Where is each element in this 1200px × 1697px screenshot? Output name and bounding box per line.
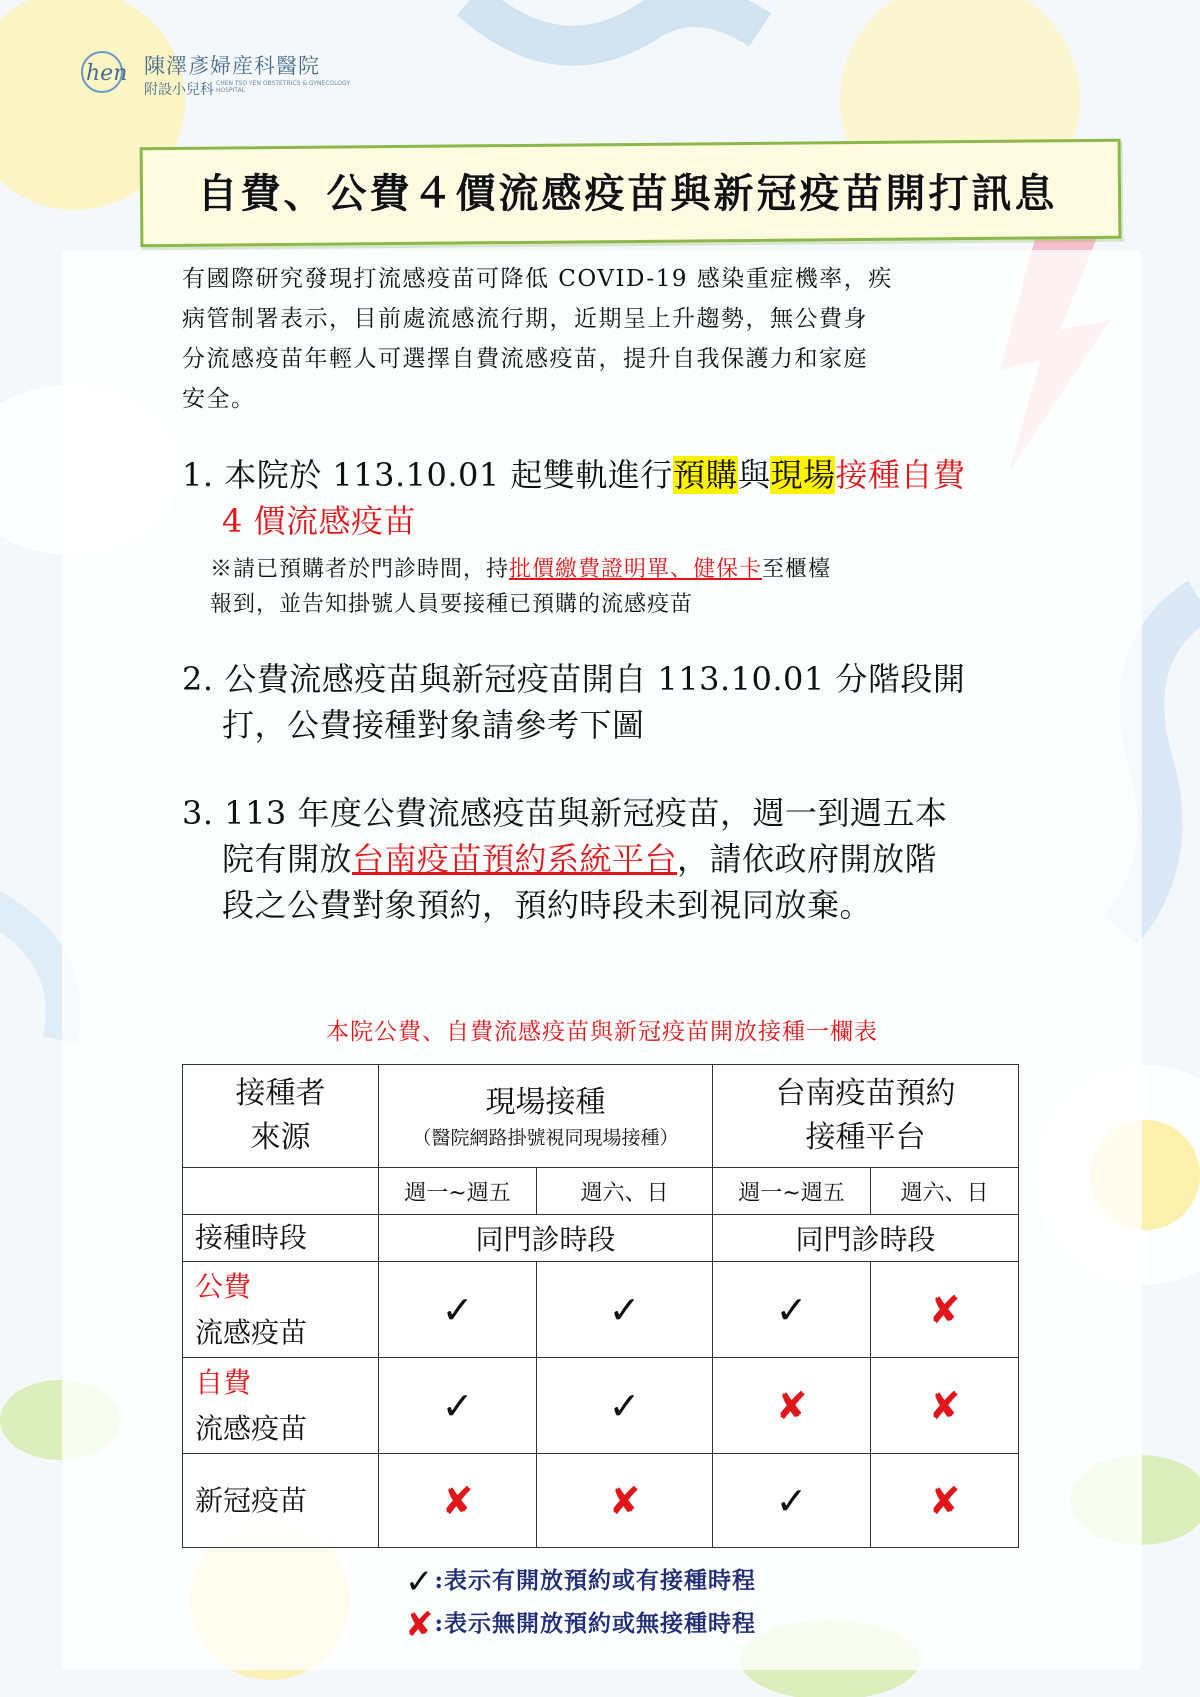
cross-icon: ✘: [441, 1478, 474, 1523]
header-source: 接種者 來源: [183, 1065, 379, 1168]
logo-mark-icon: [78, 48, 140, 96]
check-icon: ✓: [775, 1287, 808, 1332]
logo-subtitle: 附設小兒科: [144, 82, 214, 98]
required-documents: 批價繳費證明單、健保卡: [509, 557, 763, 582]
intro-line: 分流感疫苗年輕人可選擇自費流感疫苗，提升自我保護力和家庭: [182, 346, 868, 372]
status-mark: [871, 1454, 1019, 1548]
intro-line: 病管制署表示，目前處流感流行期，近期呈上升趨勢，無公費身: [182, 306, 868, 332]
status-mark: [871, 1262, 1019, 1358]
note-line: 報到，並告知掛號人員要接種已預購的流感疫苗: [210, 592, 694, 617]
cross-icon: ✘: [775, 1383, 808, 1428]
table-caption: 本院公費、自費流感疫苗與新冠疫苗開放接種一欄表: [326, 1019, 878, 1045]
hospital-logo: [78, 44, 378, 104]
day-header: 週六、日: [537, 1168, 713, 1215]
vaccine-schedule-table: [182, 1064, 1019, 1548]
status-mark: [379, 1454, 537, 1548]
row-label: 接種時段: [183, 1215, 379, 1262]
logo-name: 陳澤彥婦産科醫院: [144, 54, 320, 78]
status-mark: [537, 1262, 713, 1358]
cross-icon: ✘: [608, 1478, 641, 1523]
preorder-note: [210, 552, 1010, 622]
highlight-onsite: 現場: [770, 456, 836, 494]
page-title: 自費、公費４價流感疫苗與新冠疫苗開打訊息: [197, 170, 1058, 217]
status-mark: [537, 1454, 713, 1548]
row-label: 自費 流感疫苗: [183, 1358, 379, 1454]
cross-icon: ✘: [928, 1478, 961, 1523]
item-line: 4 價流感疫苗: [222, 502, 417, 540]
list-item-2: [182, 656, 1042, 748]
cross-icon: ✘: [928, 1287, 961, 1332]
header-onsite-note: （醫院網路掛號視同現場接種）: [412, 1127, 679, 1149]
intro-line: 安全。: [182, 386, 256, 412]
table-row: [183, 1358, 1019, 1454]
row-label: 公費 流感疫苗: [183, 1262, 379, 1358]
item-line: 院有開放台南疫苗預約系統平台，請依政府開放階: [222, 840, 938, 878]
legend-item-available: ✓:表示有開放預約或有接種時程: [405, 1562, 756, 1602]
check-icon: ✓: [441, 1287, 474, 1332]
status-mark: [871, 1358, 1019, 1454]
check-icon: ✓: [405, 1562, 435, 1602]
table-days-row: [183, 1168, 1019, 1215]
cross-icon: ✘: [928, 1383, 961, 1428]
svg-text:hen: hen: [86, 61, 128, 86]
cross-icon: ✘: [405, 1605, 435, 1645]
table-cell: [183, 1168, 379, 1215]
note-line: ※請已預購者於門診時間，持批價繳費證明單、健保卡至櫃檯: [210, 557, 832, 582]
day-header: 週六、日: [871, 1168, 1019, 1215]
legend-item-unavailable: ✘:表示無開放預約或無接種時程: [405, 1605, 756, 1645]
intro-line: 有國際研究發現打流感疫苗可降低 COVID-19 感染重症機率，疾: [182, 266, 893, 292]
status-mark: [537, 1358, 713, 1454]
legend: [405, 1560, 905, 1646]
table-header-row: [183, 1065, 1019, 1168]
logo-english: CHEN TSO YEN OBSTETRICS & GYNECOLOGY HOSPITAL: [216, 80, 351, 94]
status-mark: [713, 1358, 871, 1454]
table-period-row: [183, 1215, 1019, 1262]
day-header: 週一~週五: [713, 1168, 871, 1215]
header-onsite: 現場接種 （醫院網路掛號視同現場接種）: [379, 1065, 713, 1168]
check-icon: ✓: [441, 1383, 474, 1428]
row-label: 新冠疫苗: [183, 1454, 379, 1548]
list-item-1: [182, 452, 1042, 544]
status-mark: [713, 1262, 871, 1358]
booking-platform-link[interactable]: 台南疫苗預約系統平台: [352, 840, 678, 878]
status-mark: [379, 1358, 537, 1454]
highlight-preorder: 預購: [672, 456, 738, 494]
table-row: [183, 1454, 1019, 1548]
period-onsite: 同門診時段: [379, 1215, 713, 1262]
list-item-3: [182, 790, 1042, 928]
header-booking: 台南疫苗預約 接種平台: [713, 1065, 1019, 1168]
status-mark: [379, 1262, 537, 1358]
item-line: 2. 公費流感疫苗與新冠疫苗開自 113.10.01 分階段開: [182, 660, 966, 698]
item-line: 段之公費對象預約，預約時段未到視同放棄。: [222, 886, 873, 924]
table-row: [183, 1262, 1019, 1358]
item-line: 打，公費接種對象請參考下圖: [222, 706, 645, 744]
intro-paragraph: [182, 259, 1032, 419]
check-icon: ✓: [775, 1478, 808, 1523]
period-booking: 同門診時段: [713, 1215, 1019, 1262]
check-icon: ✓: [608, 1287, 641, 1332]
status-mark: [713, 1454, 871, 1548]
check-icon: ✓: [608, 1383, 641, 1428]
item-line: 3. 113 年度公費流感疫苗與新冠疫苗，週一到週五本: [182, 794, 948, 832]
day-header: 週一~週五: [379, 1168, 537, 1215]
item-line: 1. 本院於 113.10.01 起雙軌進行預購與現場接種自費: [182, 456, 966, 494]
